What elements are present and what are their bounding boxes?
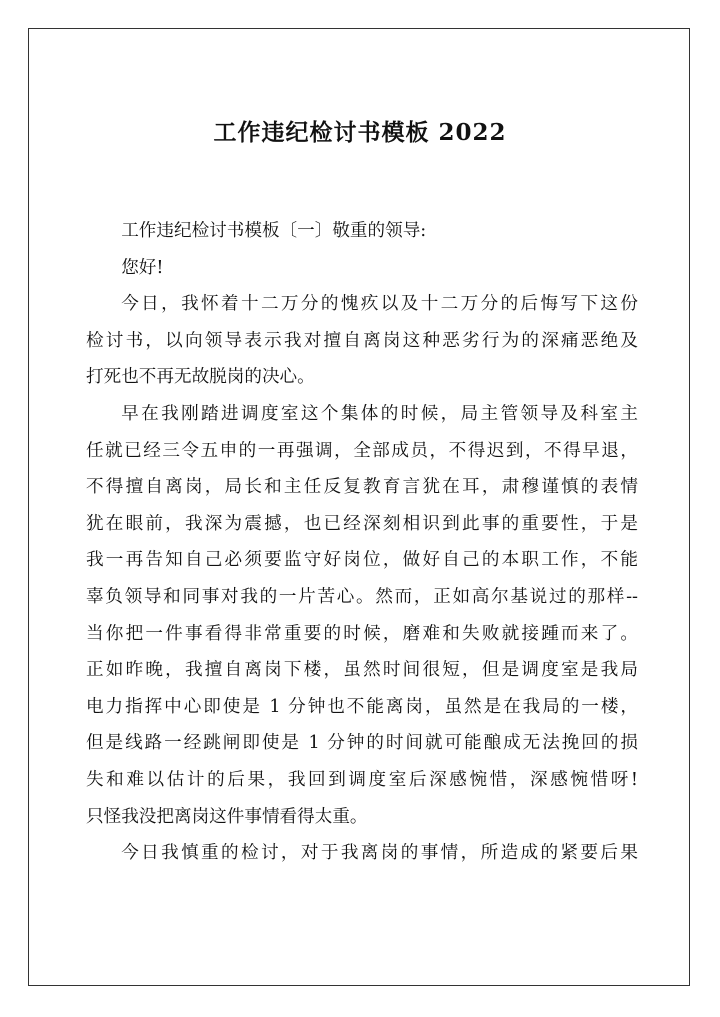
body-line: 任就已经三令五申的一再强调，全部成员，不得迟到，不得早退， xyxy=(86,440,638,461)
body-line: 今日，我怀着十二万分的愧疚以及十二万分的后悔写下这份 xyxy=(121,294,638,315)
body-line: 检讨书，以向领导表示我对擅自离岗这种恶劣行为的深痛恶绝及 xyxy=(86,330,638,351)
body-line: 不得擅自离岗，局长和主任反复教育言犹在耳，肃穆谨慎的表情 xyxy=(86,477,638,498)
body-line: 但是线路一经跳闸即使是 1 分钟的时间就可能酿成无法挽回的损 xyxy=(86,733,638,754)
body-line: 早在我刚踏进调度室这个集体的时候，局主管领导及科室主 xyxy=(121,403,638,424)
body-line: 失和难以估计的后果，我回到调度室后深感惋惜，深感惋惜呀! xyxy=(86,769,638,790)
body-line: 打死也不再无故脱岗的决心。 xyxy=(86,367,315,388)
body-line: 犹在眼前，我深为震撼，也已经深刻相识到此事的重要性，于是 xyxy=(86,513,638,534)
body-line: 辜负领导和同事对我的一片苦心。然而，正如高尔基说过的那样-- xyxy=(86,586,638,607)
body-line: 当你把一件事看得非常重要的时候，磨难和失败就接踵而来了。 xyxy=(86,623,638,644)
body-line: 只怪我没把离岗这件事情看得太重。 xyxy=(86,806,368,827)
document-title: 工作违纪检讨书模板 2022 xyxy=(213,119,507,146)
body-line: 今日我慎重的检讨，对于我离岗的事情，所造成的紧要后果 xyxy=(121,843,638,864)
body-line: 工作违纪检讨书模板〔一〕敬重的领导: xyxy=(121,221,427,241)
body-line: 电力指挥中心即使是 1 分钟也不能离岗，虽然是在我局的一楼， xyxy=(86,696,638,717)
document-body xyxy=(86,213,638,872)
body-line: 我一再告知自己必须要监守好岗位，做好自己的本职工作，不能 xyxy=(86,550,638,571)
body-line: 正如昨晚，我擅自离岗下楼，虽然时间很短，但是调度室是我局 xyxy=(86,660,638,681)
body-line: 您好! xyxy=(121,257,164,278)
